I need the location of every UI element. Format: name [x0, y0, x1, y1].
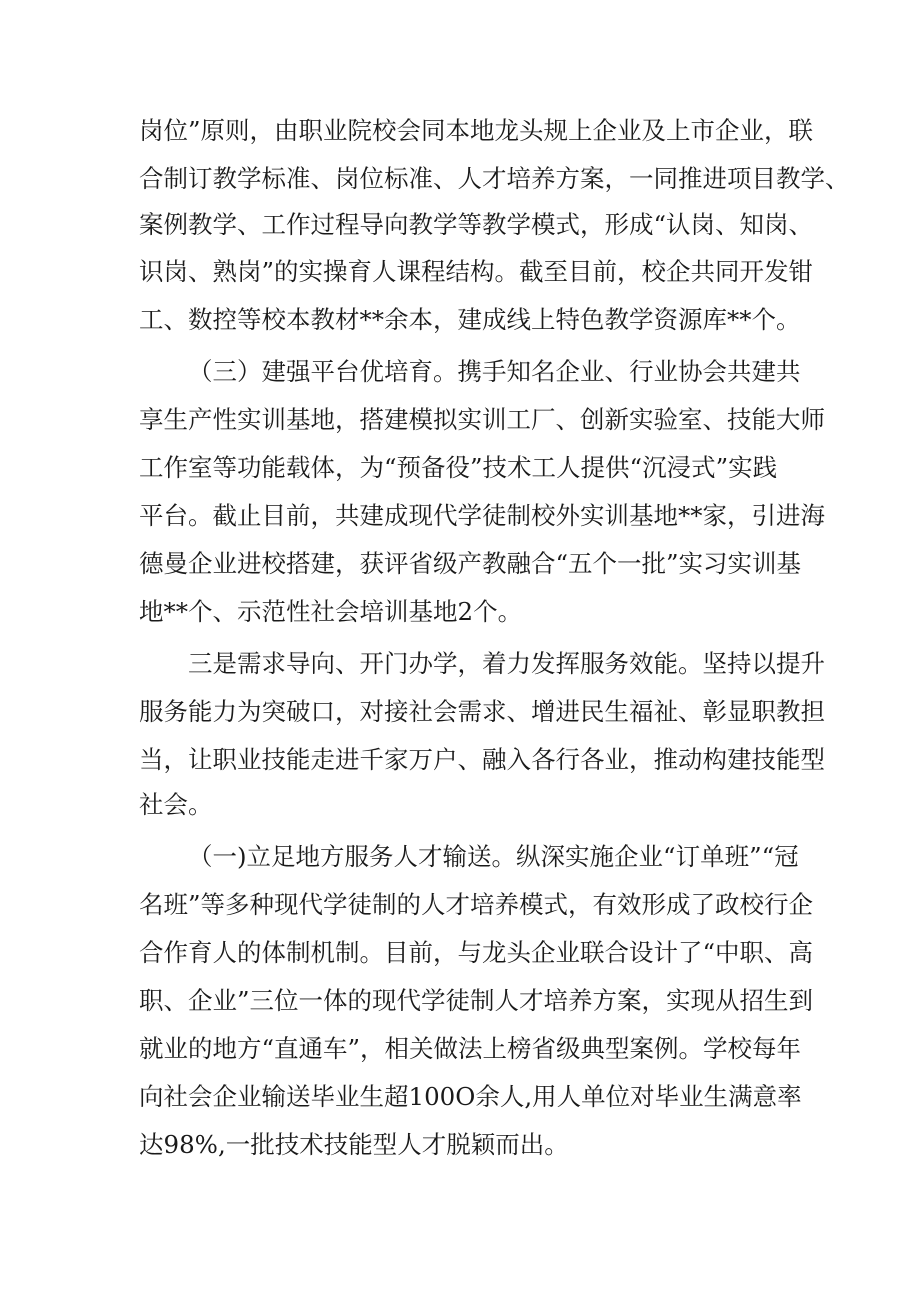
- section-heading-line: 三是需求导向、开门办学，着力发挥服务效能。坚持以提升: [188, 649, 825, 678]
- body-text-line: 工作室等功能载体，为“预备役”技术工人提供“沉浸式”实践: [139, 453, 778, 482]
- body-text-line: 就业的地方“直通车”，相关做法上榜省级典型案例。学校每年: [139, 1034, 802, 1063]
- body-text-line: 德曼企业进校搭建，获评省级产教融合“五个一批”实习实训基: [139, 549, 802, 578]
- section-heading-line: （一)立足地方服务人才输送。纵深实施企业“订单班”“冠: [188, 842, 799, 871]
- body-text-line: 名班”等多种现代学徒制的人才培养模式，有效形成了政校行企: [139, 890, 814, 919]
- body-text-line: 平台。截止目前，共建成现代学徒制校外实训基地**家，引进海: [139, 501, 825, 530]
- body-text-line: 服务能力为突破口，对接社会需求、增进民生福祉、彰显职教担: [139, 697, 825, 726]
- body-text-line: 合制订教学标准、岗位标准、人才培养方案，一同推进项目教学、: [139, 164, 850, 193]
- body-text-line: 案例教学、工作过程导向教学等教学模式，形成“认岗、知岗、: [139, 210, 814, 239]
- section-heading-line: （三）建强平台优培育。携手知名企业、行业协会共建共: [188, 357, 801, 386]
- body-text-line: 达98%,一批技术技能型人才脱颖而出。: [139, 1130, 569, 1159]
- body-text-line: 享生产性实训基地，搭建模拟实训工厂、创新实验室、技能大师: [139, 405, 825, 434]
- body-text-line: 向社会企业输送毕业生超100O余人,用人单位对毕业生满意率: [139, 1082, 802, 1111]
- body-text-line: 地**个、示范性社会培训基地2个。: [139, 597, 523, 626]
- body-text-line: 识岗、熟岗”的实操育人课程结构。截至目前，校企共同开发钳: [139, 257, 814, 286]
- body-text-line: 社会。: [139, 790, 213, 819]
- body-text-line: 岗位”原则，由职业院校会同本地龙头规上企业及上市企业，联: [139, 116, 814, 145]
- body-text-line: 当，让职业技能走进千家万户、融入各行各业，推动构建技能型: [139, 745, 825, 774]
- body-text-line: 职、企业”三位一体的现代学徒制人才培养方案，实现从招生到: [139, 986, 814, 1015]
- body-text-line: 合作育人的体制机制。目前，与龙头企业联合设计了“中职、高: [139, 938, 814, 967]
- body-text-line: 工、数控等校本教材**余本，建成线上特色教学资源库**个。: [139, 305, 801, 334]
